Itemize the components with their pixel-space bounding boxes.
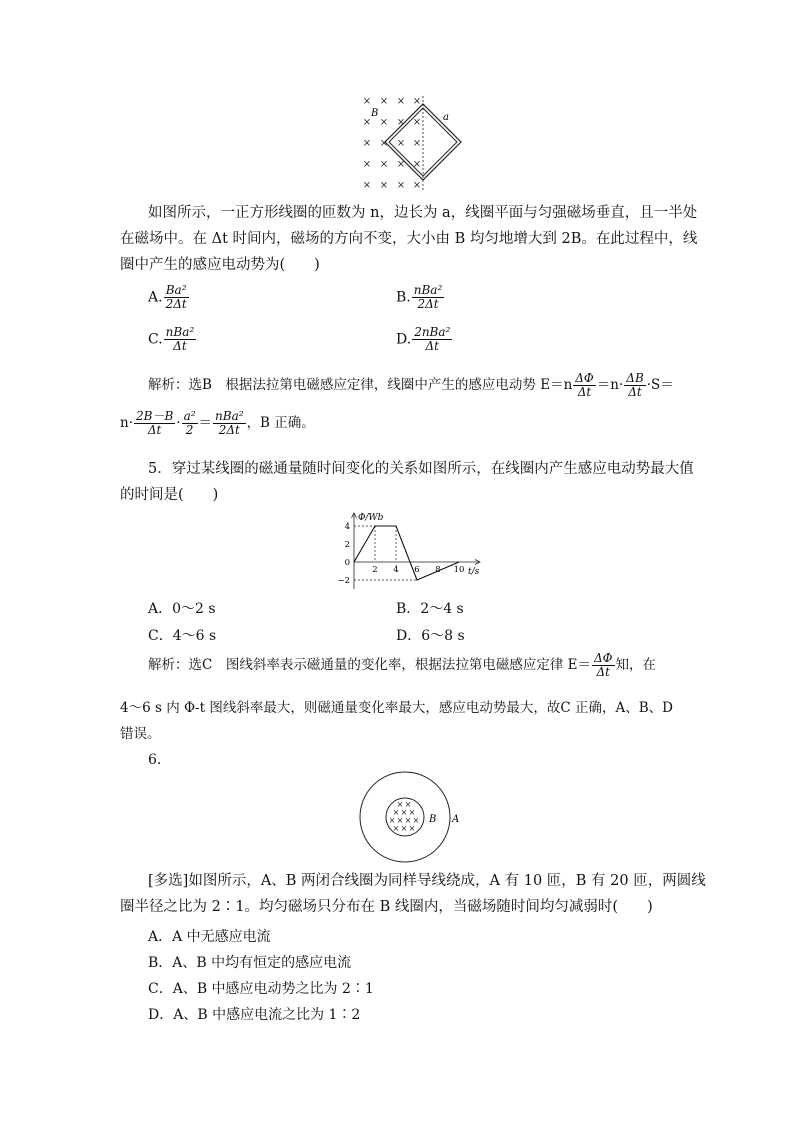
q6-option-a: A．A 中无感应电流 [148, 929, 271, 945]
svg-text:×: × [396, 138, 406, 149]
q5-stem-line: 5．穿过某线圈的磁通量随时间变化的关系如图所示，在线圈内产生感应电动势最大值 [148, 461, 694, 477]
q6-stem-line: 圈半径之比为 2∶1。均匀磁场只分布在 B 线圈内，当磁场随时间均匀减弱时( ) [120, 899, 653, 915]
svg-text:×: × [412, 816, 420, 825]
svg-text:×: × [412, 159, 422, 170]
svg-text:×: × [396, 96, 406, 107]
label-a: a [443, 112, 449, 123]
q4-solution-line1: 解析：选B 根据法拉第电磁感应定律，线圈中产生的感应电动势 E＝n $\frac{\Delta\Phi}{\Delta t}$ ＝n· $\frac{\Delta B}{\Delta t}$ ·S＝ [148, 371, 674, 399]
label-coil-A: A [452, 814, 460, 825]
svg-text:×: × [362, 96, 372, 107]
q6-number: 6. [148, 752, 162, 768]
svg-text:×: × [379, 180, 389, 191]
q4-stem-line: 在磁场中。在 Δt 时间内，磁场的方向不变，大小由 B 均匀地增大到 2B。在此过程中，线 [120, 231, 698, 247]
y-tick-label: 2 [344, 540, 350, 550]
q5-solution-line2: 4～6 s 内 Φ-t 图线斜率最大，则磁通量变化率最大，感应电动势最大，故C 正确，A、B、D [120, 700, 673, 716]
svg-text:×: × [412, 96, 422, 107]
svg-text:×: × [396, 180, 406, 191]
q5-stem-line: 的时间是( ) [120, 487, 219, 503]
q5-stem [120, 456, 694, 508]
q5-solution-line1: 解析：选C 图线斜率表示磁通量的变化率，根据法拉第电磁感应定律 E＝ $\frac{\Delta\Phi}{\Delta t}$ 知，在 [148, 651, 656, 679]
q6-option-d: D．A、B 中感应电流之比为 1∶2 [148, 1007, 361, 1023]
svg-text:×: × [392, 824, 400, 833]
svg-text:×: × [412, 117, 422, 128]
q4-stem-line: 圈中产生的感应电动势为( ) [120, 257, 320, 273]
q4-option-a: A. $\frac{\text{Ba²}}{2\Delta t}$ [148, 283, 187, 311]
svg-text:×: × [379, 159, 389, 170]
svg-text:×: × [396, 800, 404, 809]
y-tick-label: 0 [344, 558, 350, 568]
label-B: B [371, 108, 379, 119]
q4-option-b: B. $\frac{\text{nBa²}}{2\Delta t}$ [396, 283, 443, 311]
svg-text:×: × [396, 816, 404, 825]
x-tick-label: 8 [435, 565, 441, 575]
q5-solution-line3: 错误。 [120, 726, 161, 742]
svg-text:×: × [379, 96, 389, 107]
x-tick-label: 10 [453, 565, 465, 575]
field-crosses-inside-B [389, 800, 420, 833]
q6-option-c: C．A、B 中感应电动势之比为 2∶1 [148, 981, 374, 997]
x-tick-label: 6 [414, 565, 420, 575]
svg-text:×: × [362, 117, 372, 128]
svg-text:×: × [408, 824, 416, 833]
svg-text:×: × [362, 180, 372, 191]
q6-stem [120, 868, 706, 920]
q5-option-c: C．4～6 s [148, 628, 217, 644]
x-tick-label: 2 [372, 565, 378, 575]
svg-text:×: × [379, 138, 389, 149]
svg-text:×: × [400, 824, 408, 833]
svg-text:×: × [404, 800, 412, 809]
svg-text:×: × [362, 138, 372, 149]
svg-text:×: × [392, 808, 400, 817]
svg-text:×: × [412, 138, 422, 149]
q5-option-a: A．0～2 s [148, 601, 216, 617]
svg-text:×: × [412, 180, 422, 191]
svg-text:×: × [396, 117, 406, 128]
q6-option-b: B．A、B 中均有恒定的感应电流 [148, 955, 352, 971]
svg-text:×: × [362, 159, 372, 170]
flux-series-line [354, 526, 459, 580]
q6-stem-line: [多选]如图所示，A、B 两闭合线圈为同样导线绕成，A 有 10 匝，B 有 20 匝，两圆线 [148, 873, 706, 889]
svg-text:×: × [400, 808, 408, 817]
q4-option-d: D. $\frac{\text{2nBa²}}{\Delta t}$ [396, 325, 451, 353]
q4-stem-line: 如图所示，一正方形线圈的匝数为 n，边长为 a，线圈平面与匀强磁场垂直，且一半处 [148, 205, 698, 221]
x-tick-label: 4 [393, 565, 399, 575]
concentric-coils-figure [355, 770, 467, 866]
svg-text:×: × [396, 159, 406, 170]
q4-stem [120, 200, 698, 278]
y-axis-label: Φ/Wb [358, 513, 384, 523]
svg-text:×: × [408, 808, 416, 817]
label-coil-B: B [429, 814, 437, 825]
q4-option-c: C. $\frac{\text{nBa²}}{\Delta t}$ [148, 325, 195, 353]
svg-text:×: × [404, 816, 412, 825]
y-tick-label: −2 [337, 576, 350, 586]
svg-text:×: × [388, 816, 396, 825]
svg-text:×: × [379, 117, 389, 128]
q4-solution-line2: n· $\frac{2B-B}{\Delta t}$ · $\frac{\text{a²}}{2}$ ＝ $\frac{\text{nBa²}}{2\Delta t}$ ，B 正确。 [120, 409, 315, 437]
square-coil-figure [355, 92, 475, 192]
q5-option-d: D．6～8 s [396, 628, 465, 644]
x-axis-label: t/s [468, 567, 480, 577]
y-tick-label: 4 [344, 522, 350, 532]
q5-option-b: B．2～4 s [396, 601, 464, 617]
flux-time-chart [330, 510, 490, 594]
